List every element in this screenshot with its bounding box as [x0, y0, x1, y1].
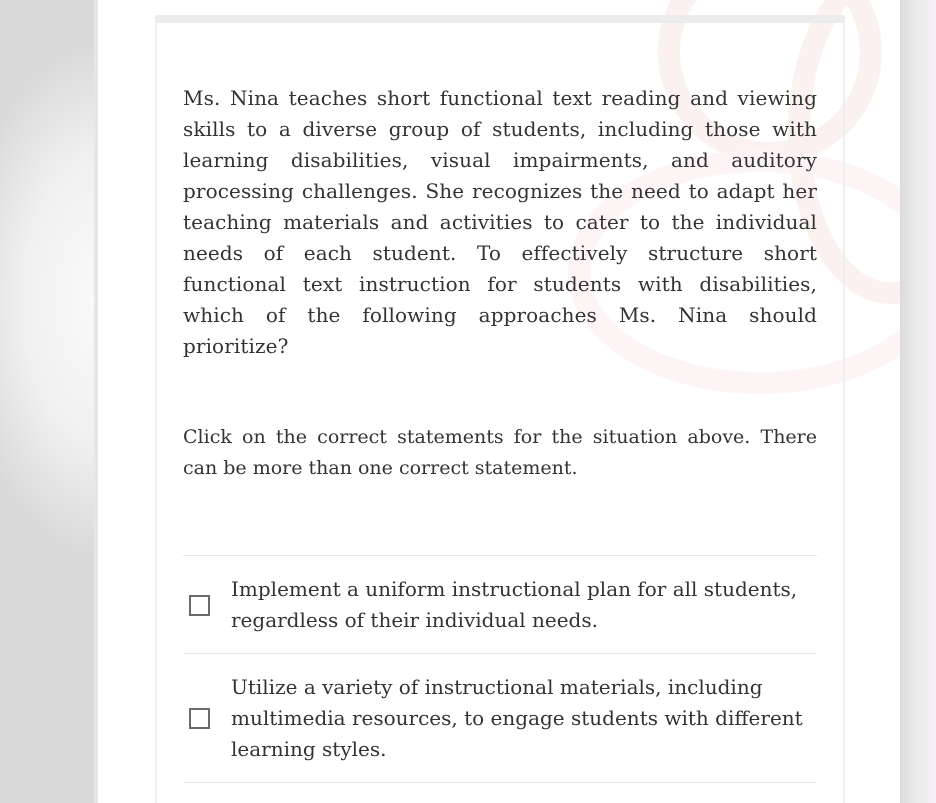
- option-item[interactable]: [183, 654, 817, 782]
- divider: [183, 782, 817, 783]
- page: [98, 0, 900, 803]
- instruction-text: Click on the correct statements for the situation above. There can be more than one correct statement.: [183, 426, 817, 479]
- option-item[interactable]: [183, 556, 817, 653]
- card-top-bar: [157, 15, 843, 23]
- option-label: Utilize a variety of instructional materials, including multimedia resources, to engage students with different learning styles.: [231, 675, 803, 761]
- question-card: [155, 15, 845, 803]
- right-background-edge: [900, 0, 936, 803]
- question-text: Ms. Nina teaches short functional text reading and viewing skills to a diverse group of students, including those with learning disabilities, visual impairments, and auditory processing challenges. She recognizes the need to adapt her teaching materials and activities to cater to the individual needs of each student. To effectively structure short functional text instruction for students with disabilities, which of the following approaches Ms. Nina should prioritize?: [183, 86, 817, 358]
- left-background-edge: [0, 0, 98, 803]
- option-label: Implement a uniform instructional plan for all students, regardless of their individual needs.: [231, 577, 798, 632]
- options-list: [183, 555, 817, 783]
- checkbox[interactable]: [189, 708, 210, 729]
- checkbox[interactable]: [189, 595, 210, 616]
